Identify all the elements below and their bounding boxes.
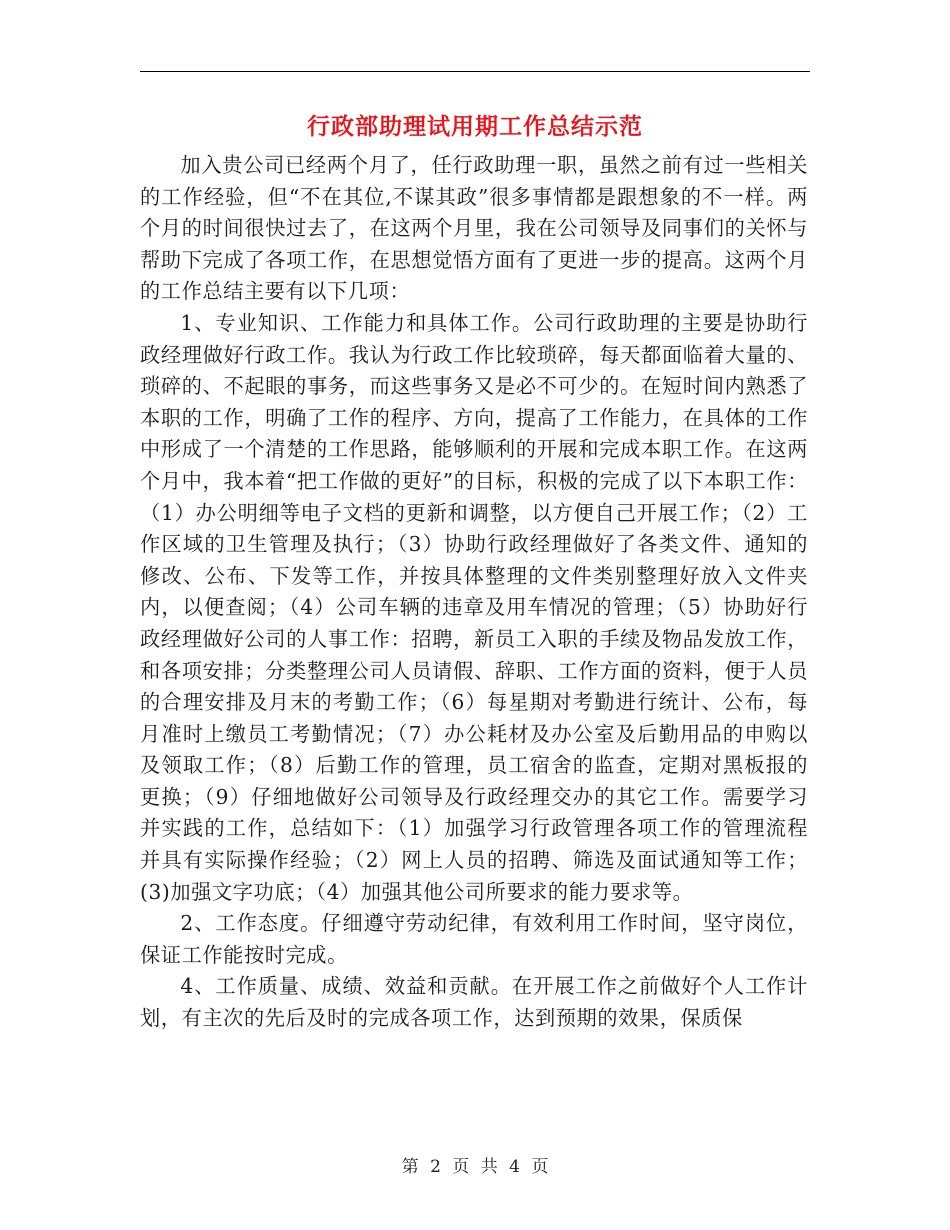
paragraph-work-quality: 4、工作质量、成绩、效益和贡献。在开展工作之前做好个人工作计划，有主次的先后及时的完成各项工作，达到预期的效果，保质保 <box>140 974 808 1031</box>
document-title: 行政部助理试用期工作总结示范 <box>307 113 643 140</box>
header-rule <box>140 71 810 72</box>
paragraph-intro: 加入贵公司已经两个月了，任行政助理一职，虽然之前有过一些相关的工作经验，但“不在其位,不谋其政”很多事情都是跟想象的不一样。两个月的时间很快过去了，在这两个月里，我在公司领导及同事们的关怀与帮助下完成了各项工作，在思想觉悟方面有了更进一步的提高。这两个月的工作总结主要有以下几项： <box>140 153 808 304</box>
document-body <box>140 150 808 1035</box>
page-number-footer: 第 2 页 共 4 页 <box>401 1157 549 1177</box>
paragraph-work-attitude: 2、工作态度。仔细遵守劳动纪律，有效利用工作时间，坚守岗位，保证工作能按时完成。 <box>140 911 808 967</box>
paragraph-professional-knowledge: 1、专业知识、工作能力和具体工作。公司行政助理的主要是协助行政经理做好行政工作。我认为行政工作比较琐碎，每天都面临着大量的、琐碎的、不起眼的事务，而这些事务又是必不可少的。在短时间内熟悉了本职的工作，明确了工作的程序、方向，提高了工作能力，在具体的工作中形成了一个清楚的工作思路，能够顺利的开展和完成本职工作。在这两个月中，我本着“把工作做的更好”的目标，积极的完成了以下本职工作：（1）办公明细等电子文档的更新和调整，以方便自己开展工作；（2）工作区域的卫生管理及执行；（3）协助行政经理做好了各类文件、通知的修改、公布、下发等工作，并按具体整理的文件类别整理好放入文件夹内，以便查阅；（4）公司车辆的违章及用车情况的管理；（5）协助好行政经理做好公司的人事工作：招聘，新员工入职的手续及物品发放工作，和各项安排；分类整理公司人员请假、辞职、工作方面的资料，便于人员的合理安排及月末的考勤工作；（6）每星期对考勤进行统计、公布，每月准时上缴员工考勤情况；（7）办公耗材及办公室及后勤用品的申购以及领取工作；（8）后勤工作的管理，员工宿舍的监查，定期对黑板报的更换；（9）仔细地做好公司领导及行政经理交办的其它工作。需要学习并实践的工作，总结如下：（1）加强学习行政管理各项工作的管理流程并具有实际操作经验；（2）网上人员的招聘、筛选及面试通知等工作；(3)加强文字功底；（4）加强其他公司所要求的能力要求等。 <box>140 310 808 904</box>
